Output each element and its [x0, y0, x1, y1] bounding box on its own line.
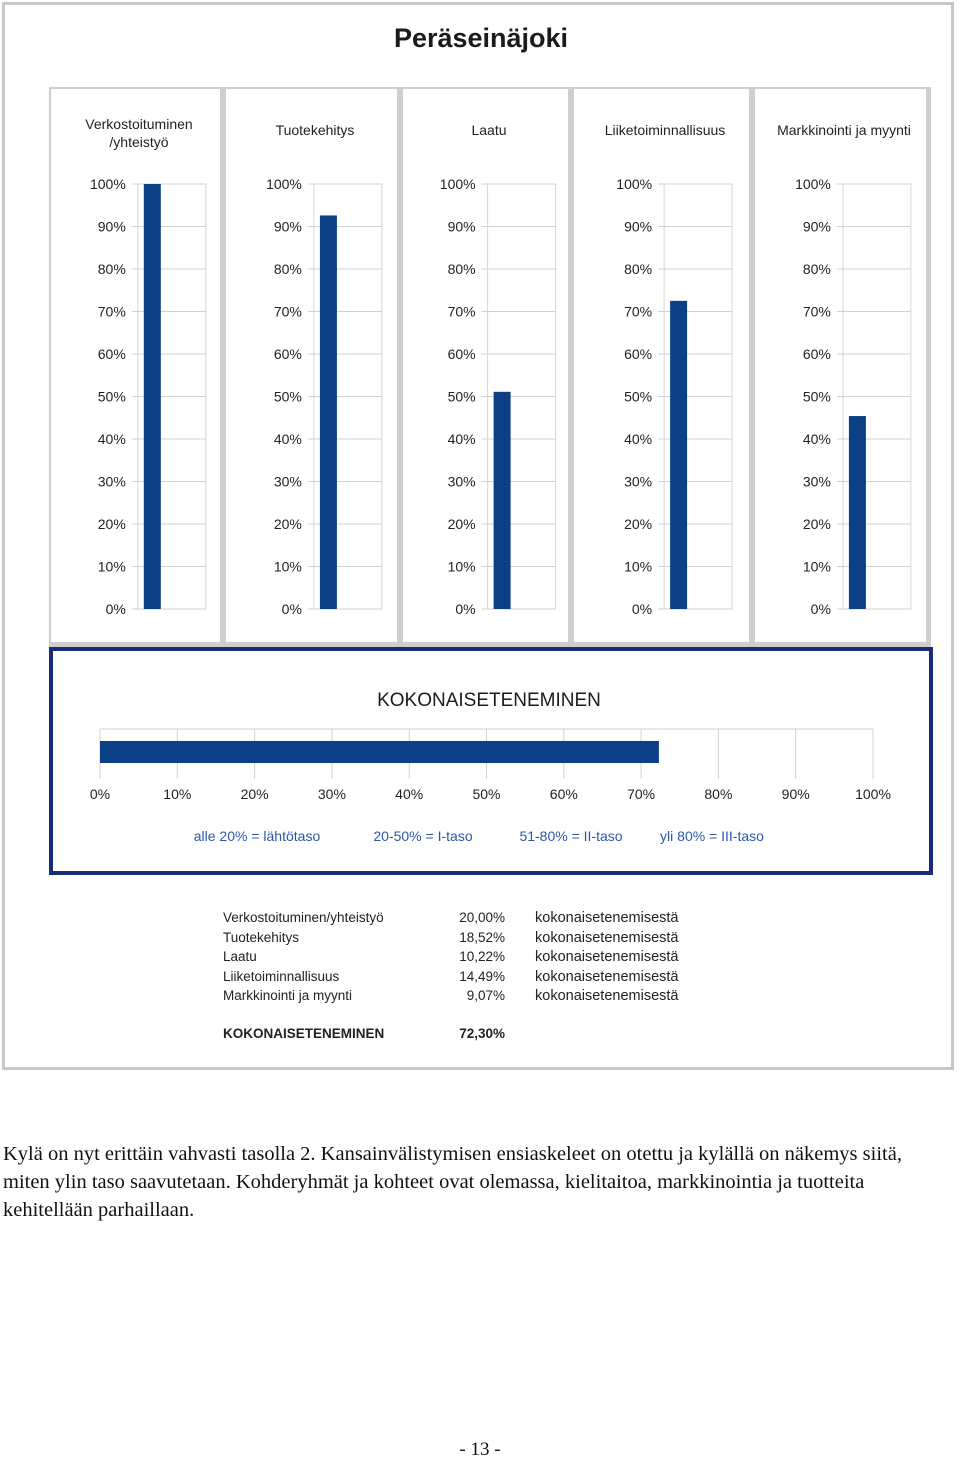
summary-row-word: kokonaisetenemisestä: [535, 988, 679, 1004]
y-tick-label: 60%: [624, 346, 653, 362]
y-tick-label: 20%: [447, 516, 476, 532]
x-tick-label: 30%: [317, 786, 346, 802]
y-tick-label: 30%: [273, 473, 302, 490]
y-tick-label: 70%: [273, 303, 302, 320]
y-tick-label: 60%: [447, 346, 476, 362]
x-tick-label: 90%: [781, 786, 810, 802]
y-tick-label: 90%: [97, 218, 126, 235]
y-tick-label: 0%: [281, 601, 302, 617]
y-tick-label: 60%: [802, 346, 831, 362]
summary-row-word: kokonaisetenemisestä: [535, 929, 679, 946]
y-tick-label: 70%: [97, 303, 126, 320]
y-tick-label: 20%: [273, 516, 302, 532]
summary-total-value: 72,30%: [459, 1026, 505, 1041]
total-bar: [100, 741, 659, 763]
y-tick-label: 40%: [97, 431, 126, 447]
y-tick-label: 50%: [447, 388, 476, 405]
y-tick-label: 10%: [273, 558, 302, 575]
panel-title-line: Markkinointi ja myynti: [777, 122, 911, 138]
total-progress-box: [49, 647, 933, 875]
panel-1: [49, 87, 225, 647]
y-tick-label: 10%: [802, 558, 831, 575]
panel-title-line: Tuotekehitys: [275, 122, 355, 138]
summary-row-value: 10,22%: [459, 949, 505, 964]
summary-total-label: KOKONAISETENEMINEN: [223, 1026, 385, 1041]
y-tick-label: 10%: [624, 558, 653, 575]
total-progress-chart: [53, 651, 929, 871]
y-tick-label: 80%: [624, 261, 653, 277]
panel-3: [401, 87, 573, 647]
y-tick-label: 100%: [89, 176, 126, 192]
body-paragraph: Kylä on nyt erittäin vahvasti tasolla 2. Kansainvälistymisen ensiaskeleet on otettu ja kylällä on näkemys siitä, miten ylin taso saavutetaan. Kohderyhmät ja kohteet ovat olemassa, kielitaitoa, markkinointia ja tuotteita kehitellään parhaillaan.: [3, 1143, 902, 1221]
x-tick-label: 20%: [240, 786, 269, 802]
y-tick-label: 100%: [266, 176, 302, 192]
y-tick-label: 90%: [802, 218, 831, 235]
y-tick-label: 90%: [624, 218, 653, 235]
summary-row-word: kokonaisetenemisestä: [535, 968, 679, 985]
y-tick-label: 40%: [447, 431, 476, 447]
summary-row: [223, 969, 743, 989]
bar-chart-5: [755, 89, 933, 649]
y-tick-label: 30%: [97, 473, 126, 490]
y-tick-label: 20%: [97, 516, 126, 532]
y-tick-label: 0%: [105, 601, 126, 617]
level-note: alle 20% = lähtötaso: [193, 828, 321, 844]
summary-row-name: Liiketoiminnallisuus: [223, 968, 340, 984]
x-tick-label: 100%: [855, 786, 891, 802]
y-tick-label: 100%: [439, 176, 476, 192]
bar-chart-2: [226, 89, 404, 649]
summary-row: [223, 910, 743, 930]
bar: [494, 392, 511, 609]
y-tick-label: 100%: [795, 176, 831, 192]
y-tick-label: 20%: [624, 516, 653, 532]
y-tick-label: 90%: [273, 218, 302, 235]
y-tick-label: 90%: [447, 218, 476, 235]
summary-row-value: 18,52%: [459, 929, 505, 945]
y-tick-label: 80%: [447, 261, 476, 277]
y-tick-label: 20%: [802, 516, 831, 532]
summary-row-value: 20,00%: [459, 910, 505, 925]
bar-chart-1: [51, 89, 227, 649]
y-tick-label: 0%: [455, 601, 476, 617]
bar: [670, 301, 687, 609]
y-tick-label: 40%: [802, 431, 831, 447]
bar-chart-3: [403, 89, 575, 649]
x-tick-label: 50%: [472, 786, 501, 802]
y-tick-label: 50%: [624, 388, 653, 405]
y-tick-label: 60%: [273, 346, 302, 362]
level-note: 20-50% = I-taso: [373, 828, 473, 844]
x-tick-label: 60%: [549, 786, 578, 802]
y-tick-label: 30%: [447, 473, 476, 490]
panel-4: [572, 87, 754, 647]
bar: [144, 184, 161, 609]
summary-row-name: Markkinointi ja myynti: [223, 988, 353, 1003]
x-tick-label: 40%: [395, 786, 424, 802]
y-tick-label: 80%: [802, 261, 831, 277]
summary-row: [223, 988, 743, 1008]
y-tick-label: 50%: [97, 388, 126, 405]
figure-frame: [2, 2, 954, 1070]
summary-row-name: Laatu: [223, 949, 257, 964]
panel-title-line: Verkostoituminen: [85, 116, 193, 132]
summary-table: [223, 910, 743, 1041]
x-tick-label: 10%: [163, 786, 192, 802]
level-note: yli 80% = III-taso: [660, 828, 764, 844]
x-tick-label: 70%: [627, 786, 656, 802]
y-tick-label: 70%: [447, 303, 476, 320]
summary-row-name: Tuotekehitys: [223, 929, 300, 945]
y-tick-label: 50%: [802, 388, 831, 405]
x-tick-label: 80%: [704, 786, 733, 802]
y-tick-label: 10%: [447, 558, 476, 575]
y-tick-label: 0%: [631, 601, 653, 617]
panel-title-line: Liiketoiminnallisuus: [604, 122, 726, 138]
level-note: 51-80% = II-taso: [519, 828, 623, 844]
y-tick-label: 80%: [273, 261, 302, 277]
summary-row-value: 9,07%: [466, 988, 505, 1003]
panel-title-line: /yhteistyö: [109, 134, 169, 150]
bar: [320, 215, 337, 609]
y-tick-label: 80%: [97, 261, 126, 277]
panel-5: [753, 87, 931, 647]
summary-row-name: Verkostoituminen/yhteistyö: [223, 910, 384, 925]
y-tick-label: 30%: [802, 473, 831, 490]
summary-row-value: 14,49%: [459, 968, 505, 984]
panel-2: [224, 87, 402, 647]
summary-row: [223, 949, 743, 969]
x-tick-label: 0%: [89, 786, 111, 802]
summary-row: [223, 930, 743, 950]
y-tick-label: 10%: [97, 558, 126, 575]
y-tick-label: 50%: [273, 388, 302, 405]
y-tick-label: 70%: [802, 303, 831, 320]
summary-row-word: kokonaisetenemisestä: [535, 949, 679, 965]
bar-chart-4: [574, 89, 756, 649]
bar: [849, 416, 866, 609]
panel-title-line: Laatu: [471, 122, 507, 138]
page-number: - 13 -: [459, 1439, 501, 1460]
total-chart-title: KOKONAISETENEMINEN: [377, 690, 601, 711]
summary-row-word: kokonaisetenemisestä: [535, 910, 679, 926]
y-tick-label: 40%: [273, 431, 302, 447]
y-tick-label: 40%: [624, 431, 653, 447]
figure-title: Peräseinäjoki: [393, 23, 569, 53]
y-tick-label: 100%: [616, 176, 653, 192]
y-tick-label: 70%: [624, 303, 653, 320]
y-tick-label: 30%: [624, 473, 653, 490]
y-tick-label: 60%: [97, 346, 126, 362]
y-tick-label: 0%: [810, 601, 831, 617]
